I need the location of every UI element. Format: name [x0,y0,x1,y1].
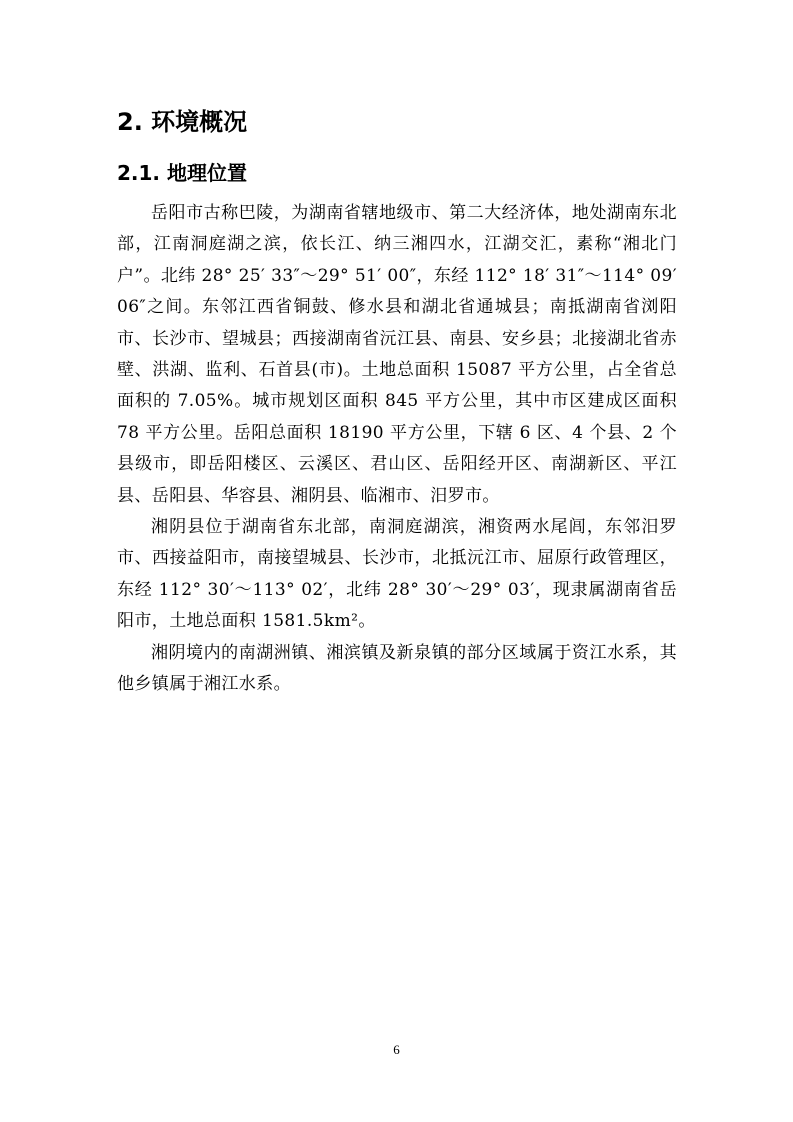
section-heading: 2. 环境概况 [117,108,248,136]
subsection-heading: 2.1. 地理位置 [117,161,247,185]
paragraph-yueyang-location: 岳阳市古称巴陵，为湖南省辖地级市、第二大经济体，地处湖南东北部，江南洞庭湖之滨，依长江、纳三湘四水，江湖交汇，素称“湘北门户”。北纬 28° 25′ 33″～29° 51′ 00″，东经 112° 18′ 31″～114° 09′ 06″之间。东邻江西省铜鼓、修水县和湖北省通城县；南抵湖南省浏阳市、长沙市、望城县；西接湖南省沅江县、南县、安乡县；北接湖北省赤壁、洪湖、监利、石首县(市)。土地总面积 15087 平方公里，占全省总面积的 7.05%。城市规划区面积 845 平方公里，其中市区建成区面积 78 平方公里。岳阳总面积 18190 平方公里，下辖 6 区、4 个县、2 个县级市，即岳阳楼区、云溪区、君山区、岳阳经开区、南湖新区、平江县、岳阳县、华容县、湘阴县、临湘市、汨罗市。 [117,203,677,506]
body-text [117,198,677,701]
paragraph-water-systems: 湘阴境内的南湖洲镇、湘滨镇及新泉镇的部分区域属于资江水系，其他乡镇属于湘江水系。 [117,642,677,695]
page-number: 6 [393,1042,400,1057]
paragraph-xiangyin-location: 湘阴县位于湖南省东北部，南洞庭湖滨，湘资两水尾闾，东邻汨罗市、西接益阳市，南接望城县、长沙市，北抵沅江市、屈原行政管理区，东经 112° 30′～113° 02′，北纬 28° 30′～29° 03′，现隶属湖南省岳阳市，土地总面积 1581.5km²。 [117,517,677,632]
